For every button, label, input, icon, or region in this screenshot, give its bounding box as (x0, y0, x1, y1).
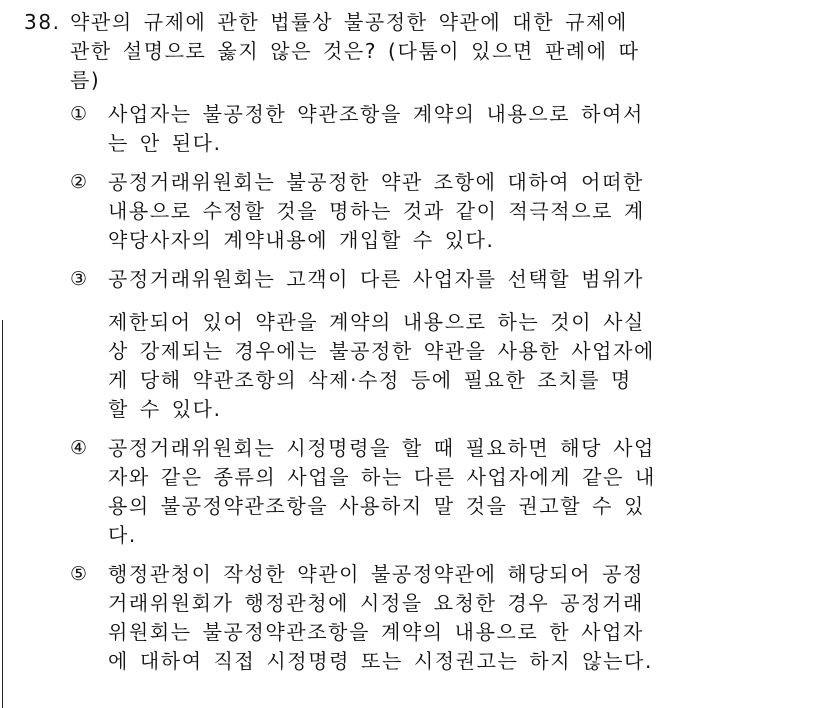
option-text-line: 위원회는 불공정약관조항을 계약의 내용으로 한 사업자 (108, 620, 644, 644)
answer-options (70, 100, 810, 686)
option-text-line: 자와 같은 종류의 사업을 하는 다른 사업자에게 같은 내 (108, 465, 656, 489)
question-line (24, 66, 804, 95)
question-line (24, 37, 804, 66)
option-2[interactable] (70, 168, 810, 255)
option-marker: ④ (70, 437, 89, 459)
option-text-line: 공정거래위원회는 시정명령을 할 때 필요하면 해당 사업 (108, 436, 655, 460)
question-text-line: 관한 설명으로 옳지 않은 것은? (다툼이 있으면 판례에 따 (70, 39, 640, 63)
option-marker: ③ (70, 268, 89, 290)
option-text-line: 게 당해 약관조항의 삭제·수정 등에 필요한 조치를 명 (108, 368, 632, 392)
question-text-line: 름) (70, 68, 101, 92)
option-4[interactable] (70, 434, 810, 550)
column-break-gap (70, 294, 810, 308)
option-text-line: 제한되어 있어 약관을 계약의 내용으로 하는 것이 사실 (108, 310, 645, 334)
option-marker: ⑤ (70, 563, 89, 585)
question-38 (24, 8, 804, 95)
option-text-line: 거래위원회가 행정관청에 시정을 요청한 경우 공정거래 (108, 591, 644, 615)
option-text-line: 공정거래위원회는 불공정한 약관 조항에 대하여 어떠한 (108, 170, 644, 194)
question-number: 38. (24, 10, 61, 34)
option-text-line: 행정관청이 작성한 약관이 불공정약관에 해당되어 공정 (108, 562, 644, 586)
option-text-line: 는 안 된다. (108, 131, 222, 155)
option-3[interactable] (70, 265, 810, 424)
option-marker: ① (70, 103, 89, 125)
option-5[interactable] (70, 560, 810, 676)
option-text-line: 용의 불공정약관조항을 사용하지 말 것을 권고할 수 있 (108, 494, 645, 518)
option-text-line: 상 강제되는 경우에는 불공정한 약관을 사용한 사업자에 (108, 339, 655, 363)
option-text-line: 약당사자의 계약내용에 개입할 수 있다. (108, 228, 495, 252)
option-marker: ② (70, 171, 89, 193)
option-text-line: 공정거래위원회는 고객이 다른 사업자를 선택할 범위가 (108, 267, 644, 291)
option-text-line: 다. (108, 523, 137, 547)
option-text-line: 할 수 있다. (108, 397, 222, 421)
option-text-line: 내용으로 수정할 것을 명하는 것과 같이 적극적으로 계 (108, 199, 645, 223)
question-line (24, 8, 804, 37)
question-text-line: 약관의 규제에 관한 법률상 불공정한 약관에 대한 규제에 (70, 10, 628, 34)
option-text-line: 사업자는 불공정한 약관조항을 계약의 내용으로 하여서 (108, 102, 644, 126)
option-text-line: 에 대하여 직접 시정명령 또는 시정권고는 하지 않는다. (108, 649, 653, 673)
left-margin-rule (2, 320, 3, 708)
option-1[interactable] (70, 100, 810, 158)
